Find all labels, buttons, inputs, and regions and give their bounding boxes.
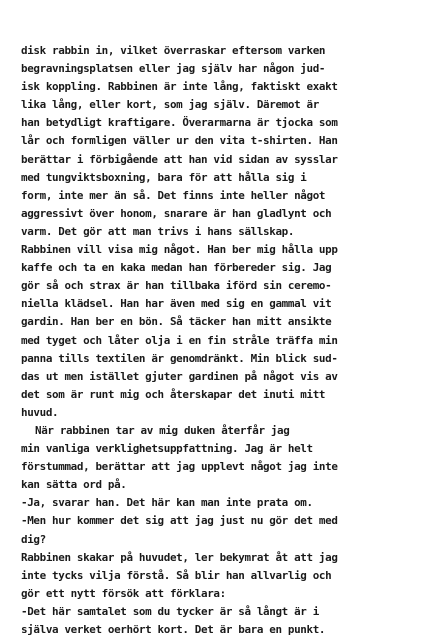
text-line: gardin. Han ber en bön. Så täcker han mitt ansikte xyxy=(21,315,332,329)
text-line: disk rabbin in, vilket överraskar eftersom varken xyxy=(21,44,326,57)
text-line: das ut men istället gjuter gardinen på något vis av xyxy=(21,369,338,383)
text-line: förstummad, berättar att jag upplevt något jag inte xyxy=(21,460,338,474)
text-line: Rabbinen skakar på huvudet, ler bekymrat åt att jag xyxy=(21,550,338,564)
text-line: det som är runt mig och återskapar det inuti mitt xyxy=(21,387,326,401)
text-line: Rabbinen vill visa mig något. Han ber mig hålla upp xyxy=(21,243,338,257)
text-line: han betydligt kraftigare. Överarmarna är tjocka som xyxy=(21,116,338,130)
text-line: panna tills textilen är genomdränkt. Min blick sud- xyxy=(21,351,338,365)
text-line: När rabbinen tar av mig duken återfår jag xyxy=(35,423,290,437)
text-line: själva verket oerhört kort. Det är bara en punkt. xyxy=(21,623,326,636)
text-line: med tyget och låter olja i en fin stråle träffa min xyxy=(21,333,338,347)
body-text xyxy=(21,42,411,639)
text-line: isk koppling. Rabbinen är inte lång, faktiskt exakt xyxy=(21,80,338,94)
text-line: niella klädsel. Han har även med sig en gammal vit xyxy=(21,297,332,311)
text-line: varm. Det gör att man trivs i hans sällskap. xyxy=(21,224,295,238)
text-line: form, inte mer än så. Det finns inte heller något xyxy=(21,188,326,202)
text-line: huvud. xyxy=(21,405,59,419)
text-line: lår och formligen väller ur den vita t-shirten. Han xyxy=(21,134,338,148)
text-line: kaffe och ta en kaka medan han förbereder sig. Jag xyxy=(21,261,332,275)
text-line: -Men hur kommer det sig att jag just nu gör det med xyxy=(21,514,338,528)
text-line: -Ja, svarar han. Det här kan man inte prata om. xyxy=(21,496,313,510)
text-line: med tungviktsboxning, bara för att hålla sig i xyxy=(21,170,307,184)
text-line: begravningsplatsen eller jag själv har någon jud- xyxy=(21,62,326,76)
text-line: kan sätta ord på. xyxy=(21,478,127,492)
text-line: -Det här samtalet som du tycker är så långt är i xyxy=(21,604,319,618)
text-line: berättar i förbigående att han vid sidan av sysslar xyxy=(21,152,338,166)
text-line: gör ett nytt försök att förklara: xyxy=(21,586,226,600)
text-line: lika lång, eller kort, som jag själv. Däremot är xyxy=(21,98,319,112)
text-line: min vanliga verklighetsuppfattning. Jag är helt xyxy=(21,442,313,456)
text-line: aggressivt över honom, snarare är han gladlynt och xyxy=(21,206,332,220)
text-line: dig? xyxy=(21,532,46,546)
text-line: inte tycks vilja förstå. Så blir han allvarlig och xyxy=(21,568,332,582)
text-line: gör så och strax är han tillbaka iförd sin ceremo- xyxy=(21,279,332,293)
